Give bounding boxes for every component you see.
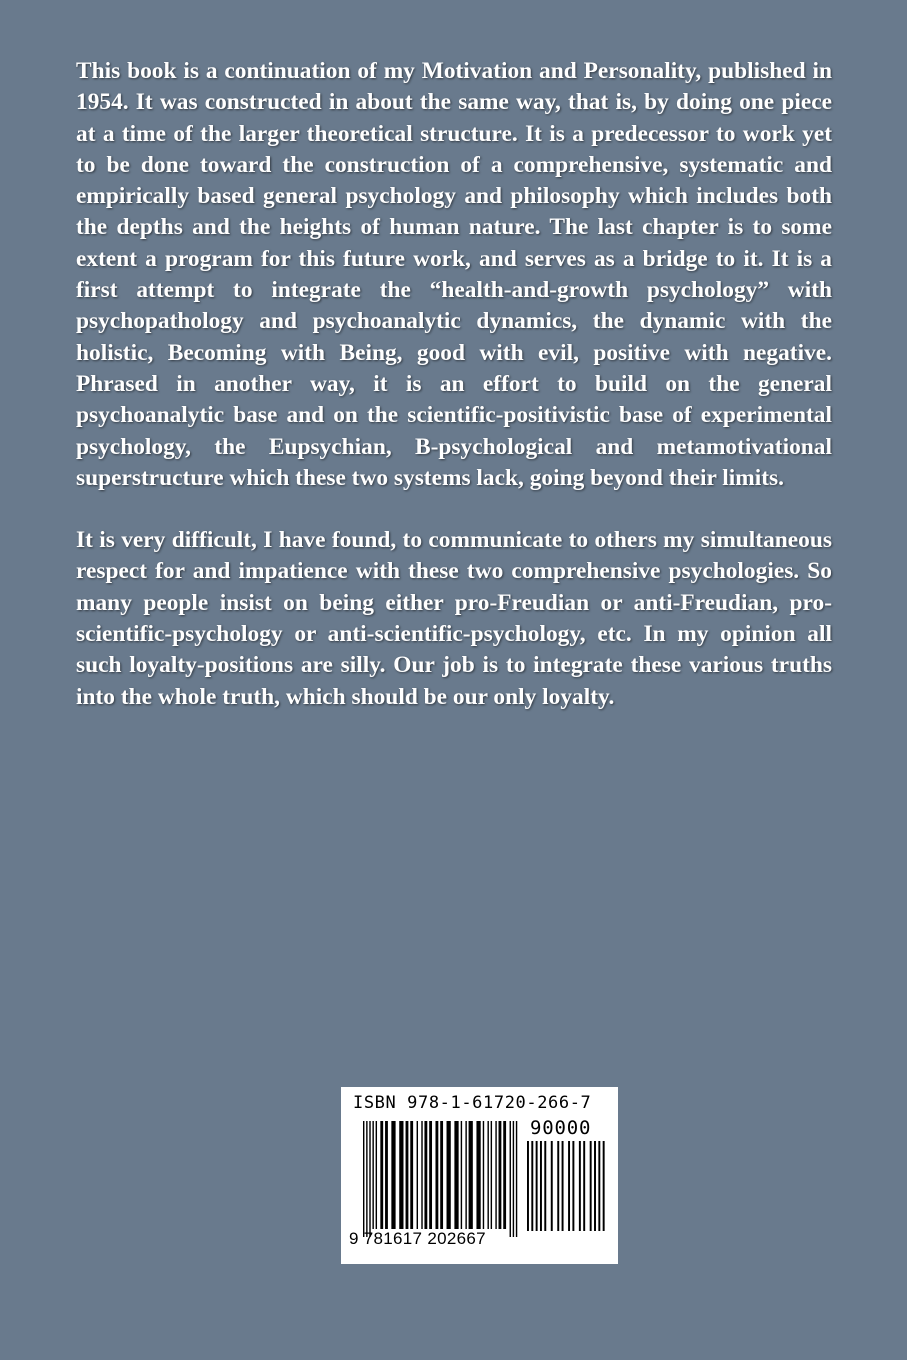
- ean-digits: 9 781617 202667: [349, 1229, 486, 1248]
- ean-barcode-icon: [363, 1121, 519, 1239]
- barcode-bar: [590, 1141, 592, 1231]
- barcode-bar: [410, 1121, 413, 1229]
- barcode-bar: [513, 1121, 514, 1237]
- barcode-bar: [583, 1141, 585, 1231]
- barcode-bar: [421, 1121, 422, 1229]
- barcode-bar: [372, 1121, 373, 1229]
- barcode-bar: [487, 1121, 488, 1229]
- barcode-bar: [544, 1141, 546, 1231]
- addon-code: 90000: [530, 1117, 592, 1139]
- barcode-bar: [385, 1121, 388, 1229]
- barcode-bar: [603, 1141, 605, 1231]
- barcode-bar: [391, 1121, 395, 1229]
- barcode-bar: [440, 1121, 443, 1229]
- barcode-bar: [429, 1121, 432, 1229]
- barcode-bar: [424, 1121, 427, 1229]
- barcode-bar: [536, 1141, 538, 1231]
- barcode-bar: [417, 1121, 418, 1229]
- barcode-bar: [406, 1121, 409, 1229]
- barcode-bar: [491, 1121, 492, 1229]
- isbn-label: ISBN 978-1-61720-266-7: [353, 1093, 592, 1113]
- barcode-bar: [510, 1121, 511, 1237]
- barcode-bar: [540, 1141, 542, 1231]
- barcode-bar: [363, 1121, 364, 1237]
- barcode-bar: [572, 1141, 574, 1231]
- barcode-bar: [447, 1121, 451, 1229]
- barcode-bar: [551, 1141, 553, 1231]
- barcode-bar: [594, 1141, 596, 1231]
- barcode-bar: [557, 1141, 559, 1231]
- barcode-bar: [454, 1121, 458, 1229]
- barcode-bar: [503, 1121, 506, 1229]
- barcode-bar: [516, 1121, 517, 1237]
- barcode-bar: [527, 1141, 529, 1231]
- barcode-bar: [495, 1121, 496, 1229]
- barcode-bar: [469, 1121, 473, 1229]
- barcode-bar: [376, 1121, 377, 1229]
- barcode-bar: [483, 1121, 484, 1229]
- barcode-bar: [366, 1121, 367, 1237]
- barcode-bar: [476, 1121, 480, 1229]
- barcode-bar: [465, 1121, 466, 1229]
- addon-barcode-icon: [527, 1141, 607, 1233]
- barcode-bar: [380, 1121, 383, 1229]
- blurb-paragraph-1: This book is a continuation of my Motivation and Personality, published in 1954. It was constructed in about the same way, that is, by doing one piece at a time of the larger theoretical structure. It is a predecessor to work yet to be done toward the construction of a comprehensive, systematic and empirically based general psychology and philosophy which includes both the depths and the heights of human nature. The last chapter is to some extent a program for this future work, and serves as a bridge to it. It is a first attempt to integrate the “health-and-growth psychology” with psychopathology and psychoanalytic dynamics, the dynamic with the holistic, Becoming with Being, good with evil, positive with negative. Phrased in another way, it is an effort to build on the general psychoanalytic base and on the scientific-positivistic base of experimental psychology, the Eupsychian, B-psychological and metamotivational superstructure which these two systems lack, going beyond their limits.: [76, 58, 832, 491]
- barcode-bar: [399, 1121, 403, 1229]
- barcode-bar: [369, 1121, 370, 1237]
- barcode-bar: [531, 1141, 533, 1231]
- isbn-barcode-box: [341, 1087, 618, 1264]
- blurb-paragraph-2: It is very difficult, I have found, to communicate to others my simultaneous respect for and impatience with these two comprehensive psychologies. So many people insist on being either pro-Freudian or anti-Freudian, pro-scientific-psychology or anti-scientific-psychology, etc. In my opinion all such loyalty-positions are silly. Our job is to integrate these various truths into the whole truth, which should be our only loyalty.: [76, 527, 832, 710]
- barcode-bar: [562, 1141, 564, 1231]
- barcode-bar: [568, 1141, 570, 1231]
- blurb-text: [76, 56, 832, 713]
- barcode-bar: [499, 1121, 502, 1229]
- barcode-bar: [579, 1141, 581, 1231]
- barcode-bar: [461, 1121, 462, 1229]
- barcode-bar: [435, 1121, 438, 1229]
- barcode-bar: [598, 1141, 600, 1231]
